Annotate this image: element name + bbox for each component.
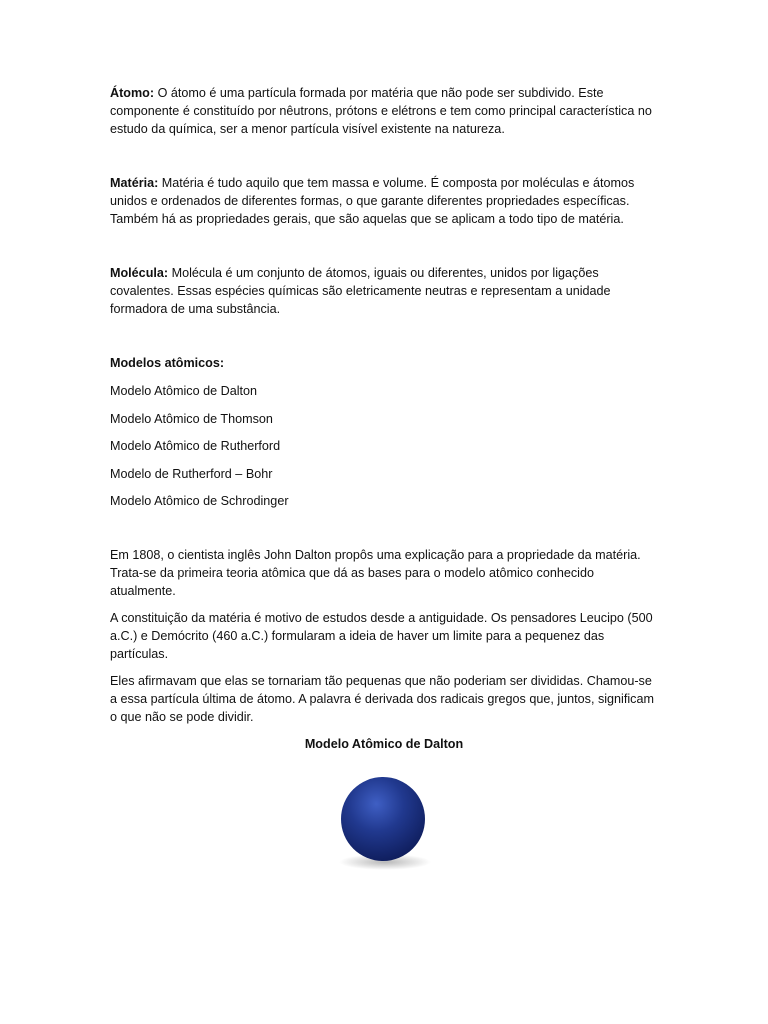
definition-atomo bbox=[110, 84, 660, 138]
model-item-schrodinger: Modelo Atômico de Schrodinger bbox=[110, 494, 289, 508]
model-item-dalton: Modelo Atômico de Dalton bbox=[110, 384, 258, 398]
model-item-rutherford-bohr: Modelo de Rutherford – Bohr bbox=[110, 466, 273, 481]
definition-molecula-text: Molécula é um conjunto de átomos, iguais ou diferentes, unidos por ligações covalentes. Essas espécies químicas são eletricamente neutras e representam a unidade formadora de uma substância. bbox=[110, 266, 611, 316]
definition-materia bbox=[110, 174, 660, 228]
definition-atomo-text: O átomo é uma partícula formada por matéria que não pode ser subdivido. Este componente é constituído por nêutrons, prótons e elétrons e tem como principal característica no estudo da química, ser a menor partícula visível existente na natureza. bbox=[110, 86, 652, 136]
definition-materia-text: Matéria é tudo aquilo que tem massa e volume. É composta por moléculas e átomos unidos e ordenados de diferentes formas, o que garante diferentes propriedades específicas. Também há as propriedades gerais, que são aquelas que se aplicam a todo tipo de matéria. bbox=[110, 176, 635, 226]
term-molecula: Molécula: bbox=[110, 266, 169, 280]
dalton-paragraph-3: Eles afirmavam que elas se tornariam tão pequenas que não poderiam ser divididas. Chamou-se a essa partícula última de átomo. A palavra é derivada dos radicais gregos que, juntos, significam o que não se pode dividir. bbox=[110, 673, 654, 724]
figure-caption: Modelo Atômico de Dalton bbox=[304, 736, 464, 751]
dalton-sphere-icon bbox=[323, 766, 447, 878]
term-atomo: Átomo: bbox=[110, 86, 155, 100]
models-heading: Modelos atômicos: bbox=[110, 356, 225, 370]
dalton-sphere-figure bbox=[323, 766, 447, 878]
definition-molecula bbox=[110, 264, 660, 318]
dalton-paragraph-2: A constituição da matéria é motivo de estudos desde a antiguidade. Os pensadores Leucipo (500 a.C.) e Demócrito (460 a.C.) formularam a ideia de haver um limite para a pequenez das partículas. bbox=[110, 610, 653, 661]
dalton-paragraph-1: Em 1808, o cientista inglês John Dalton propôs uma explicação para a propriedade da matéria. Trata-se da primeira teoria atômica que dá as bases para o modelo atômico conhecido atualmente. bbox=[110, 547, 641, 598]
document-body bbox=[110, 84, 660, 753]
term-materia: Matéria: bbox=[110, 176, 159, 190]
model-item-rutherford: Modelo Atômico de Rutherford bbox=[110, 439, 281, 453]
model-item-thomson: Modelo Atômico de Thomson bbox=[110, 411, 273, 426]
